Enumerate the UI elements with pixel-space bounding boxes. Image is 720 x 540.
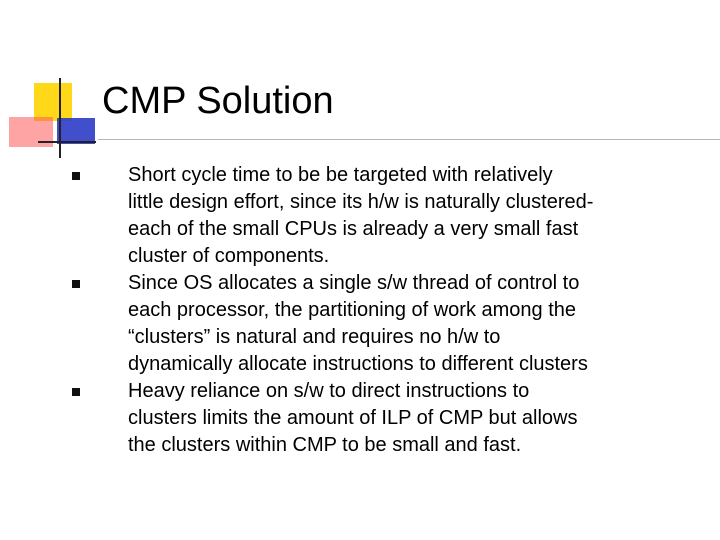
square-bullet-icon: [72, 280, 80, 288]
bullet-text: Short cycle time to be be targeted with relatively little design effort, since its h/w is naturally clustered- each of the small CPUs is already a very small fast cluster of components.: [128, 164, 594, 267]
bullet-item: [64, 270, 704, 378]
logo-vertical-line: [59, 78, 61, 158]
square-bullet-icon: [72, 388, 80, 396]
yellow-square-icon: [34, 83, 72, 121]
square-bullet-icon: [72, 172, 80, 180]
bullet-item: [64, 378, 704, 459]
title-divider: [98, 139, 720, 140]
logo-horizontal-line: [38, 141, 96, 143]
bullet-text: Since OS allocates a single s/w thread of control to each processor, the partitioning of work among the “clusters” is natural and requires no h/w to dynamically allocate instructions to different clusters: [128, 272, 588, 375]
slide-title: CMP Solution: [102, 80, 334, 122]
bullet-list: [64, 162, 704, 459]
bullet-item: [64, 162, 704, 270]
bullet-text: Heavy reliance on s/w to direct instructions to clusters limits the amount of ILP of CMP but allows the clusters within CMP to be small and fast.: [128, 380, 578, 456]
